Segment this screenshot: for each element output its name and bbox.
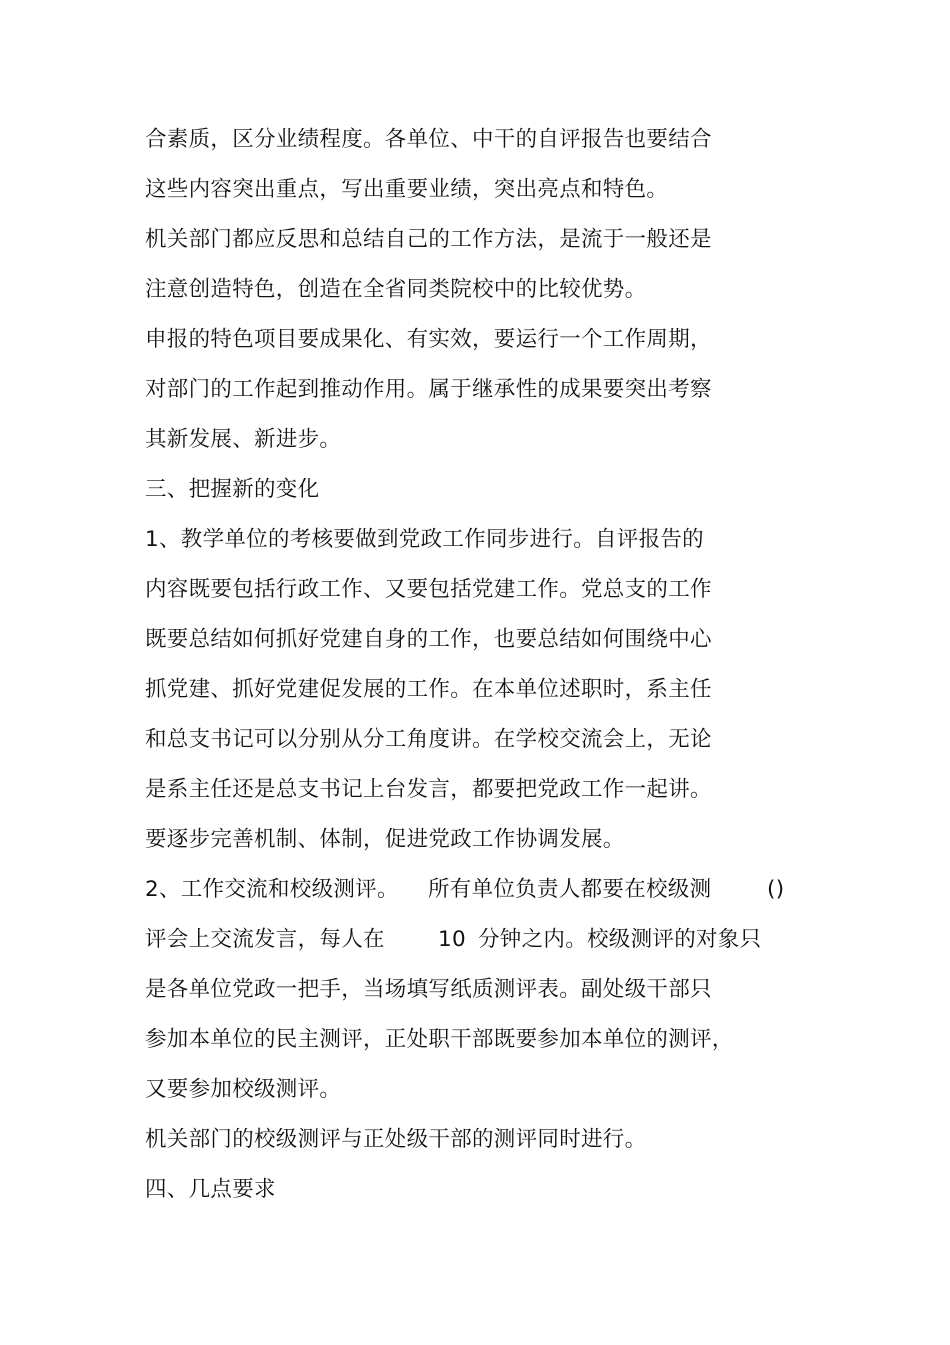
paragraph-line: 机关部门都应反思和总结自己的工作方法，是流于一般还是: [145, 227, 712, 252]
paragraph-line: 对部门的工作起到推动作用。属于继承性的成果要突出考察: [145, 377, 712, 402]
paragraph-line: 要逐步完善机制、体制，促进党政工作协调发展。: [145, 827, 625, 852]
paragraph-line: 和总支书记可以分别从分工角度讲。在学校交流会上，无论: [145, 727, 712, 752]
paragraph-line: [145, 876, 795, 904]
section-heading: 四、几点要求: [145, 1177, 276, 1202]
line-segment: 2、工作交流和校级测评。: [145, 877, 399, 902]
line-segment: (): [767, 877, 785, 902]
paragraph-line: 内容既要包括行政工作、又要包括党建工作。党总支的工作: [145, 577, 712, 602]
paragraph-line: 1、教学单位的考核要做到党政工作同步进行。自评报告的: [145, 527, 704, 552]
section-heading: 三、把握新的变化: [145, 477, 320, 502]
paragraph-line: 其新发展、新进步。: [145, 427, 342, 452]
paragraph-line: 是各单位党政一把手，当场填写纸质测评表。副处级干部只: [145, 977, 712, 1002]
paragraph-line: 又要参加校级测评。: [145, 1077, 342, 1102]
line-segment: 10: [438, 927, 466, 952]
line-segment: 评会上交流发言，每人在: [145, 927, 385, 952]
line-segment: 所有单位负责人都要在校级测: [428, 877, 712, 902]
line-segment: 分钟之内。校级测评的对象只: [478, 927, 762, 952]
paragraph-line: 这些内容突出重点，写出重要业绩，突出亮点和特色。: [145, 177, 669, 202]
paragraph-line: 机关部门的校级测评与正处级干部的测评同时进行。: [145, 1127, 647, 1152]
paragraph-line: 既要总结如何抓好党建自身的工作，也要总结如何围绕中心: [145, 627, 712, 652]
paragraph-line: [145, 926, 785, 954]
paragraph-line: 参加本单位的民主测评，正处职干部既要参加本单位的测评，: [145, 1027, 734, 1052]
paragraph-line: 注意创造特色，创造在全省同类院校中的比较优势。: [145, 277, 647, 302]
paragraph-line: 申报的特色项目要成果化、有实效，要运行一个工作周期，: [145, 327, 712, 352]
paragraph-line: 抓党建、抓好党建促发展的工作。在本单位述职时，系主任: [145, 677, 712, 702]
paragraph-line: 是系主任还是总支书记上台发言，都要把党政工作一起讲。: [145, 777, 712, 802]
paragraph-line: 合素质，区分业绩程度。各单位、中干的自评报告也要结合: [145, 127, 712, 152]
